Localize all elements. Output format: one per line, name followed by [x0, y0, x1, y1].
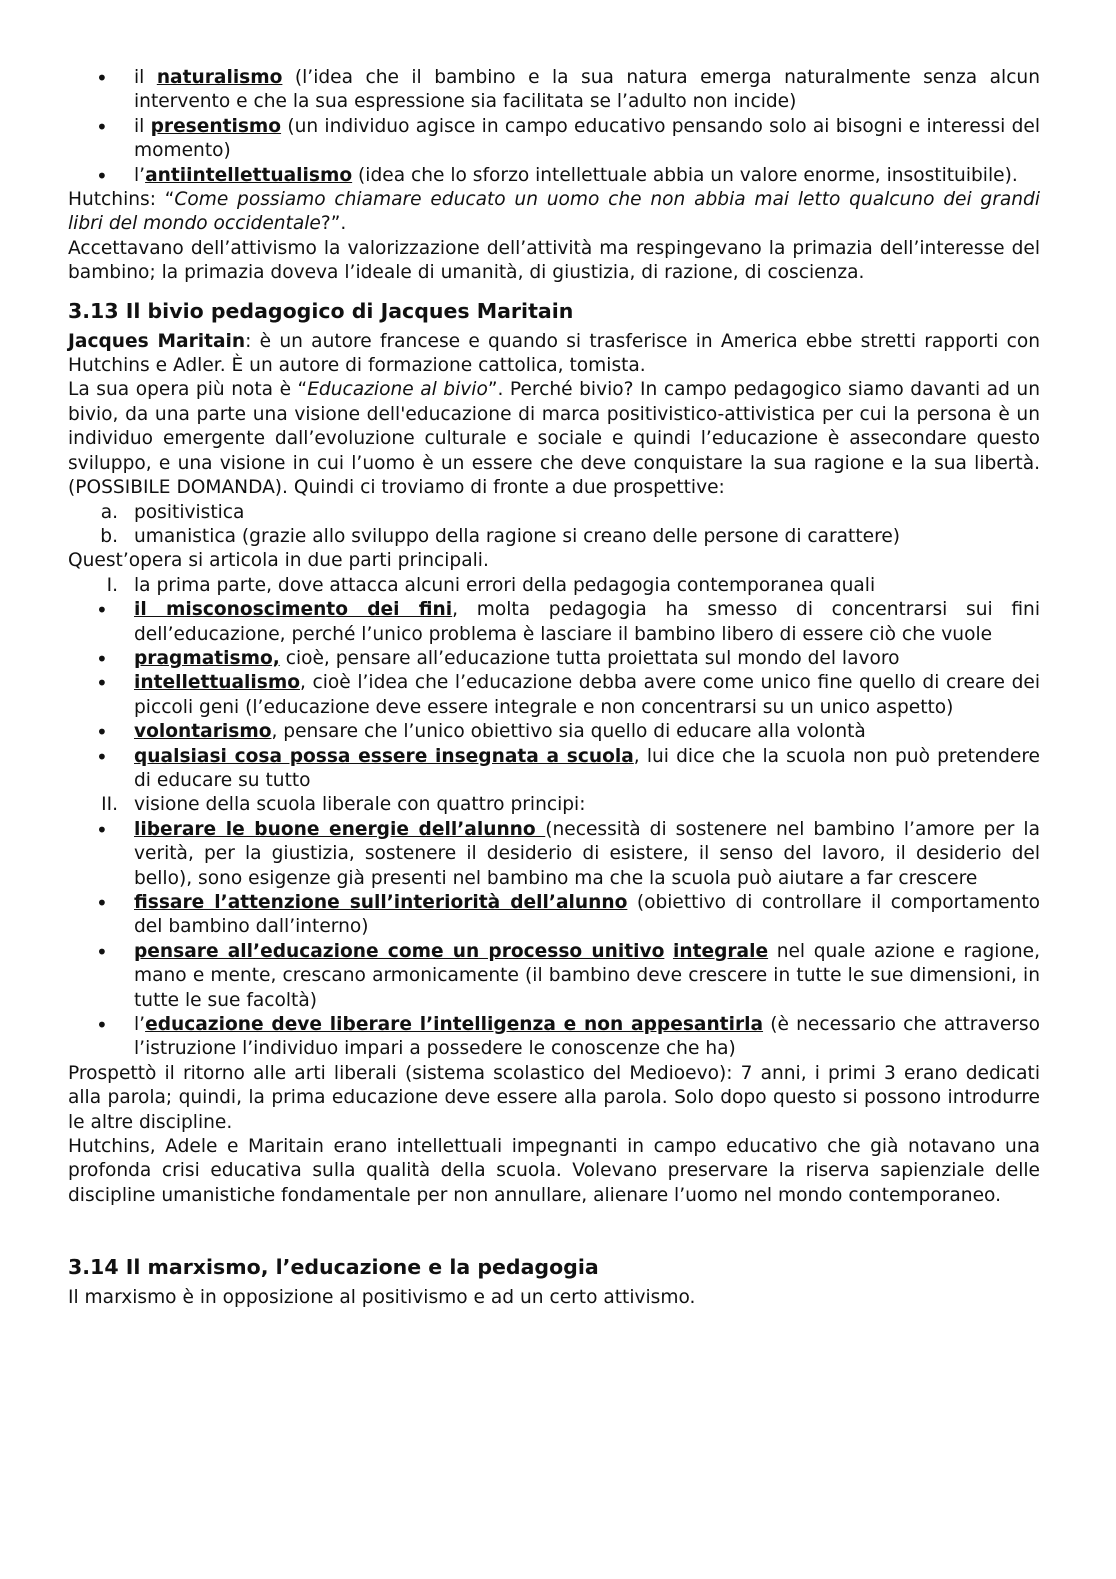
spacer — [68, 1208, 1040, 1242]
list-item: • qualsiasi cosa possa essere insegnata a scuola, lui dice che la scuola non può pretendere di educare su tutto — [96, 744, 1040, 791]
paragraph-parti: Quest’opera si articola in due parti principali. — [68, 550, 489, 572]
key-term: naturalismo — [156, 67, 283, 88]
key-term: qualsiasi cosa possa essere insegnata a scuola — [134, 745, 634, 767]
list-item: a. positivistica — [68, 501, 1040, 525]
list-marker: a. — [100, 501, 118, 523]
list-marker: b. — [100, 525, 118, 547]
list-item: • volontarismo, pensare che l’unico obiettivo sia quello di educare alla volontà — [96, 720, 866, 745]
list-marker: II. — [101, 794, 118, 816]
document-page — [68, 66, 1040, 1311]
hutchins-quote: Hutchins: “Come possiamo chiamare educato un uomo che non abbia mai letto qualcuno dei grandi libri del mondo occidentale?”. — [68, 189, 1040, 235]
bullet-icon: • — [96, 720, 108, 745]
key-term: integrale — [672, 940, 769, 962]
bullet-icon: • — [96, 598, 108, 623]
paragraph-opera: La sua opera più nota è “Educazione al bivio”. Perché bivio? In campo pedagogico siamo davanti ad un bivio, da una parte una visione dell'educazione di marca positivistico-attivistica per cui la persona è un individuo emergente dall’evoluzione culturale e sociale e quindi l’educazione è assecondare questo sviluppo, e una visione in cui l’uomo è un essere che deve conquistare la sua ragione e la sua libertà. (POSSIBILE DOMANDA). Quindi ci troviamo di fronte a due prospettive: — [68, 379, 1040, 499]
paragraph-attivismo: Accettavano dell’attivismo la valorizzazione dell’attività ma respingevano la primazia dell’interesse del bambino; la primazia doveva l’ideale di umanità, di giustizia, di razione, di coscienza. — [68, 237, 1040, 284]
parte-2 — [68, 793, 1040, 817]
list-item: • intellettualismo, cioè l’idea che l’educazione debba avere come unico fine quello di creare dei piccoli geni (l’educazione deve essere integrale e non concentrarsi su un unico aspetto) — [96, 671, 1040, 718]
key-term: presentismo — [150, 115, 282, 137]
paragraph-marxismo: Il marxismo è in opposizione al positivismo e ad un certo attivismo. — [68, 1287, 696, 1309]
prospettive-list — [68, 501, 1040, 550]
paragraph-author: Jacques Maritain: è un autore francese e quando si trasferisce in America ebbe stretti rapporti con Hutchins e Adler. È un autore di formazione cattolica, tomista. — [68, 330, 1041, 377]
key-term: intellettualismo — [134, 672, 300, 694]
bullet-icon: • — [96, 817, 108, 842]
parte-1 — [68, 574, 1040, 598]
list-item: • fissare l’attenzione sull’interiorità dell’alunno (obiettivo di controllare il comportamento del bambino dall’interno) — [96, 891, 1040, 938]
bullet-icon: • — [96, 744, 108, 769]
list-item: b. umanistica (grazie allo sviluppo della ragione si creano delle persone di carattere) — [68, 525, 1040, 549]
paragraph-arti-liberali: Prospettò il ritorno alle arti liberali (sistema scolastico del Medioevo): 7 anni, i primi 3 erano dedicati alla parola; quindi, la prima educazione deve essere alla parola. Solo dopo questo si possono introdurre le altre discipline. — [68, 1062, 1040, 1133]
list-item: II. visione della scuola liberale con quattro principi: — [68, 793, 1040, 817]
section-heading-3-13: 3.13 Il bivio pedagogico di Jacques Maritain — [68, 298, 574, 323]
list-marker: I. — [106, 574, 118, 596]
bullet-icon: • — [96, 646, 108, 671]
errori-list — [68, 598, 1040, 793]
bullet-icon: • — [96, 66, 108, 90]
key-term: fissare l’attenzione sull’interiorità dell’alunno — [134, 892, 628, 913]
opera-title: Educazione al bivio — [307, 379, 488, 401]
list-item: • liberare le buone energie dell’alunno (necessità di sostenere nel bambino l’amore per la verità, per la giustizia, sostenere il desiderio di esistere, il senso del lavoro, il desiderio del bello), sono esigenze già presenti nel bambino ma che la scuola può aiutare a far crescere — [96, 817, 1040, 889]
list-item: • pragmatismo, cioè, pensare all’educazione tutta proiettata sul mondo del lavoro — [96, 646, 900, 671]
key-term: il misconoscimento dei fini — [134, 599, 453, 621]
key-term: volontarismo — [134, 721, 272, 743]
list-item: • il misconoscimento dei fini, molta pedagogia ha smesso di concentrarsi sui fini dell’educazione, perché l’unico problema è lasciare il bambino libero di essere ciò che vuole — [96, 598, 1041, 645]
intro-bullet-list — [68, 66, 1040, 188]
key-term: pragmatismo, — [134, 647, 280, 669]
bullet-icon: • — [96, 114, 108, 139]
list-item: • il naturalismo (l’idea che il bambino e la sua natura emerga naturalmente senza alcun intervento e che la sua espressione sia facilitata se l’adulto non incide) — [96, 66, 1040, 113]
bullet-icon: • — [96, 671, 108, 696]
bullet-icon: • — [96, 891, 108, 915]
list-item: • pensare all’educazione come un processo unitivo integrale nel quale azione e ragione, mano e mente, crescano armonicamente (il bambino deve crescere in tutte le sue dimensioni, in tutte le sue facoltà) — [96, 939, 1040, 1011]
list-item: I. la prima parte, dove attacca alcuni errori della pedagogia contemporanea quali — [68, 574, 1040, 598]
key-term: pensare all’educazione come un processo unitivo — [134, 940, 665, 962]
author-name: Jacques Maritain — [68, 330, 246, 352]
list-item: • il presentismo (un individuo agisce in campo educativo pensando solo ai bisogni e interessi del momento) — [96, 114, 1041, 162]
list-item: • l’educazione deve liberare l’intelligenza e non appesantirla (è necessario che attraverso l’istruzione l’individuo impari a possedere le conoscenze che ha) — [96, 1013, 1040, 1060]
bullet-icon: • — [96, 939, 108, 964]
key-term: antiintellettualismo — [145, 164, 353, 186]
principi-list — [68, 818, 1040, 1062]
key-term: educazione deve liberare l’intelligenza e non appesantirla — [145, 1014, 764, 1036]
paragraph-crisi: Hutchins, Adele e Maritain erano intellettuali impegnanti in campo educativo che già notavano una profonda crisi educativa sulla qualità della scuola. Volevano preservare la riserva sapienziale delle discipline umanistiche fondamentale per non annullare, alienare l’uomo nel mondo contemporaneo. — [68, 1136, 1040, 1206]
key-term: liberare le buone energie dell’alunno — [134, 818, 546, 840]
bullet-icon: • — [96, 1013, 108, 1038]
section-heading-3-14: 3.14 Il marxismo, l’educazione e la pedagogia — [68, 1255, 599, 1280]
list-item: • l’antiintellettualismo (idea che lo sforzo intellettuale abbia un valore enorme, insostituibile). — [96, 163, 1018, 188]
bullet-icon: • — [96, 163, 108, 188]
